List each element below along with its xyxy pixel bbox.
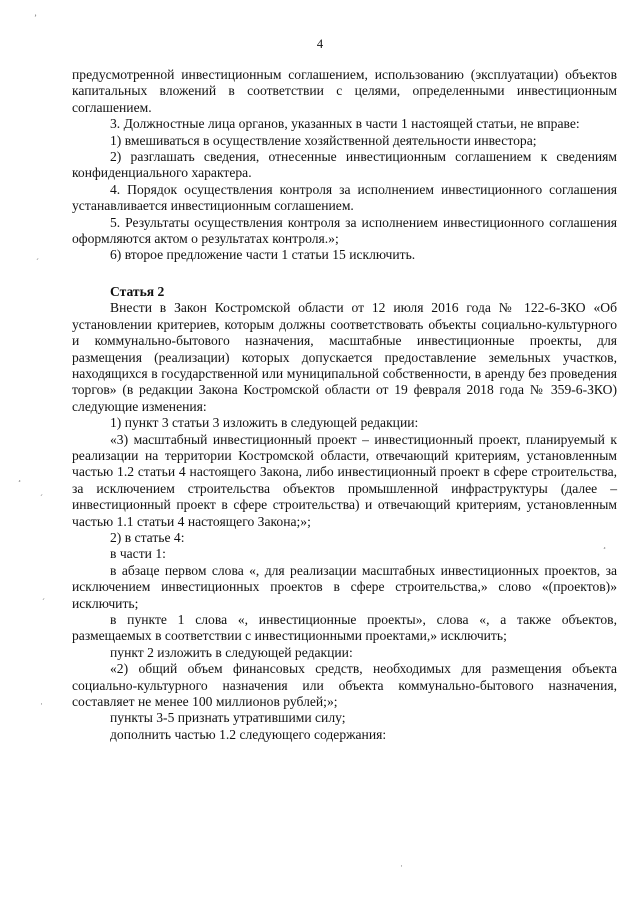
paragraph: в части 1: bbox=[110, 546, 166, 562]
paragraph: 2) в статье 4: bbox=[110, 529, 185, 545]
paragraph: в пункте 1 слова «, инвестиционные проекты», слова «, а также объектов, размещаемых в соответствии с инвестиционными проектами,» исключить; bbox=[72, 612, 617, 644]
paragraph: пункты 3-5 признать утратившими силу; bbox=[110, 710, 346, 726]
margin-mark: · bbox=[40, 699, 43, 709]
paragraph: предусмотренной инвестиционным соглашением, использованию (эксплуатации) объектов капитальных вложений в соответствии с целями, определенными инвестиционным соглашением. bbox=[72, 67, 617, 115]
margin-mark: ¸ bbox=[18, 472, 21, 482]
margin-mark: ¸ bbox=[603, 539, 606, 549]
paragraph: пункт 2 изложить в следующей редакции: bbox=[110, 644, 353, 660]
paragraph: в абзаце первом слова «, для реализации масштабных инвестиционных проектов, за исключением инвестиционных проектов в сфере строительства,» слово «(проектов)» исключить; bbox=[72, 562, 617, 611]
margin-mark: ´ bbox=[40, 493, 43, 503]
paragraph: «3) масштабный инвестиционный проект – инвестиционный проект, планируемый к реализации на территории Костромской области, отвечающий критериям, установленным частью 1.2 статьи 4 настоящего Закона, либо инвестиционный проект в сфере строительства, за исключением строительства объектов промышленной инфраструктуры (далее – инвестиционный проект в сфере строительства) и отвечающий критериям, установленным частью 1.1 статьи 4 настоящего Закона;»; bbox=[72, 431, 617, 529]
paragraph: 5. Результаты осуществления контроля за исполнением инвестиционного соглашения оформляются актом о результатах контроля.»; bbox=[72, 214, 617, 247]
paragraph: 1) вмешиваться в осуществление хозяйственной деятельности инвестора; bbox=[110, 132, 537, 148]
document-body bbox=[72, 67, 617, 743]
section-gap bbox=[72, 264, 617, 284]
margin-mark: ´ bbox=[42, 597, 45, 607]
paragraph: Внести в Закон Костромской области от 12 июля 2016 года № 122-6-ЗКО «Об установлении критериев, которым должны соответствовать объекты социально-культурного и коммунально-бытового назначения, масштабные инвестиционные проекты, для размещения (реализации) которых допускается предоставление земельных участков, находящихся в государственной или муниципальной собственности, в аренду без проведения торгов» (в редакции Закона Костромской области от 19 февраля 2018 года № 359-6-ЗКО) следующие изменения: bbox=[72, 300, 617, 414]
paragraph: «2) общий объем финансовых средств, необходимых для размещения объекта социально-культурного назначения или объекта коммунально-бытового назначения, составляет не менее 100 миллионов рублей;»; bbox=[72, 661, 617, 710]
margin-mark: ’ bbox=[34, 13, 37, 23]
paragraph: 6) второе предложение части 1 статьи 15 исключить. bbox=[110, 247, 416, 263]
paragraph: 2) разглашать сведения, отнесенные инвестиционным соглашением к сведениям конфиденциального характера. bbox=[72, 149, 617, 181]
paragraph: 1) пункт 3 статьи 3 изложить в следующей редакции: bbox=[110, 415, 419, 431]
page-number: 4 bbox=[316, 37, 324, 51]
margin-mark: ´ bbox=[36, 257, 39, 267]
margin-mark: · bbox=[400, 861, 403, 871]
paragraph: дополнить частью 1.2 следующего содержания: bbox=[110, 726, 387, 742]
article-heading: Статья 2 bbox=[110, 283, 165, 299]
paragraph: 3. Должностные лица органов, указанных в части 1 настоящей статьи, не вправе: bbox=[110, 116, 580, 132]
paragraph: 4. Порядок осуществления контроля за исполнением инвестиционного соглашения устанавливается инвестиционным соглашением. bbox=[72, 181, 617, 214]
